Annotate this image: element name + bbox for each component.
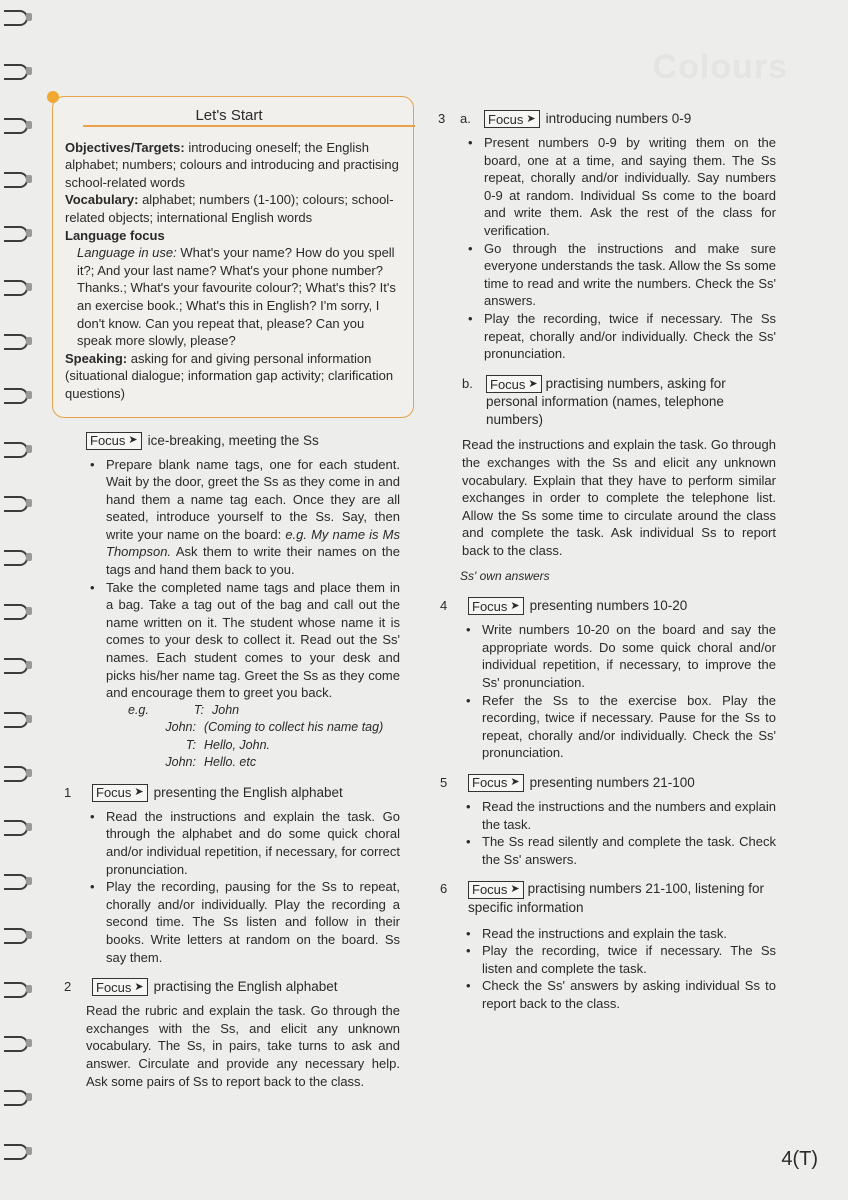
- arrow-right-icon: ➤: [526, 112, 536, 125]
- exercise-bullets: [462, 621, 776, 762]
- focus-badge: Focus ➤: [86, 432, 142, 450]
- arrow-right-icon: ➤: [510, 599, 520, 612]
- exercise-letter: b.: [462, 375, 473, 391]
- speaking: Speaking: asking for and giving personal information (situational dialogue; information gap activity; clarification questions): [65, 350, 394, 401]
- focus-badge: Focus ➤: [468, 881, 524, 899]
- list-item: • Take the completed name tags and place them in a bag. Take a tag out of the bag and call out the name written on it. The student whose name it is comes to your desk to collect it. Read out the Ss' names. Each student comes to your desk and picks his/her name tag. Greet the Ss as they come and encourage them to greet you back.: [86, 579, 400, 702]
- exercise-title: introducing numbers 0-9: [545, 111, 692, 126]
- spiral-ring: [4, 982, 28, 996]
- objectives: Objectives/Targets: introducing oneself; the English alphabet; numbers; colours and introducing and practising school-related words: [65, 139, 399, 190]
- exercise-number: 3: [438, 111, 446, 126]
- spiral-ring: [4, 118, 28, 132]
- exercise-number: 4: [440, 598, 448, 614]
- arrow-right-icon: ➤: [134, 786, 144, 799]
- focus-heading: [462, 375, 776, 429]
- list-item: • Refer the Ss to the exercise box. Play the recording, twice if necessary. Pause for the Ss to repeat, chorally and/or individually. Check the Ss' pronunciation.: [462, 692, 776, 762]
- exercise-number: 2: [64, 979, 72, 995]
- exercise-6: [440, 880, 776, 1012]
- exercise-number: 1: [64, 784, 72, 800]
- dialogue-row: e.g. T: John: [128, 702, 240, 717]
- exercise-title: presenting numbers 10-20: [529, 598, 688, 614]
- exercise-number: 6: [440, 881, 448, 897]
- arrow-right-icon: ➤: [528, 377, 538, 390]
- list-item: • Check the Ss' answers by asking individual Ss to report back to the class.: [462, 977, 776, 1012]
- list-item: • Read the instructions and explain the task. Go through the alphabet and do some quick choral and/or individual repetition, if necessary, for correct pronunciation.: [86, 808, 400, 878]
- focus-heading: [438, 110, 776, 128]
- orange-dot-icon: [47, 91, 59, 103]
- list-item: • Play the recording, twice if necessary. The Ss listen and complete the task.: [462, 942, 776, 977]
- right-column: [440, 110, 776, 1024]
- spiral-binding: [0, 0, 40, 1200]
- spiral-ring: [4, 712, 28, 726]
- faded-heading: Colours: [652, 48, 788, 86]
- arrow-right-icon: ➤: [510, 883, 520, 896]
- list-item: • The Ss read silently and complete the task. Check the Ss' answers.: [462, 833, 776, 868]
- exercise-5: [440, 774, 776, 868]
- exercise-title: presenting the English alphabet: [153, 784, 343, 800]
- language-in-use: Language in use: What's your name? How do you spell it?; And your last name? What's your phone number? Thanks.; What's your favourite colour?; What's this? It's an exercise book.; What's this in English? I'm sorry, I don't know. Can you repeat that, please? Can you speak more slowly, please?: [77, 245, 396, 349]
- focus-badge: Focus ➤: [484, 110, 540, 128]
- spiral-ring: [4, 550, 28, 564]
- spiral-ring: [4, 874, 28, 888]
- focus-badge: Focus ➤: [92, 978, 148, 996]
- vocabulary: Vocabulary: alphabet; numbers (1-100); colours; school-related objects; international English words: [65, 192, 394, 225]
- exercise-title: practising numbers 21-100, listening for specific information: [468, 881, 765, 915]
- answers-note: Ss' own answers: [460, 568, 550, 583]
- arrow-right-icon: ➤: [134, 980, 144, 993]
- list-item: • Present numbers 0-9 by writing them on the board, one at a time, and saying them. The Ss repeat, chorally and/or individually. Say numbers 0-9 at random. Individual Ss come to the board and write them. Ask the rest of the class for verification.: [464, 134, 776, 240]
- focus-heading: [440, 774, 776, 792]
- example-dialogue: [128, 702, 400, 772]
- left-column: [60, 96, 400, 1102]
- page-number: 4(T): [781, 1148, 818, 1170]
- spiral-ring: [4, 928, 28, 942]
- exercise-4: [440, 597, 776, 762]
- focus-heading: [86, 432, 400, 450]
- spiral-ring: [4, 10, 28, 24]
- spiral-ring: [4, 226, 28, 240]
- list-item: • Read the instructions and the numbers and explain the task.: [462, 798, 776, 833]
- spiral-ring: [4, 172, 28, 186]
- spiral-ring: [4, 1090, 28, 1104]
- exercise-letter: a.: [460, 111, 471, 126]
- lets-start-title: Let's Start: [195, 107, 263, 124]
- focus-badge: Focus ➤: [468, 597, 524, 615]
- dialogue-row: John: Hello. etc: [165, 755, 257, 770]
- exercise-text: Read the rubric and explain the task. Go through the exchanges with the Ss, and elicit any unknown vocabulary. The Ss, in pairs, take turns to ask and answer. Circulate and provide any necessary help. Ask some pairs of Ss to report back to the class.: [86, 1003, 400, 1089]
- lets-start-box: [52, 96, 414, 418]
- spiral-ring: [4, 334, 28, 348]
- spiral-ring: [4, 280, 28, 294]
- spiral-ring: [4, 496, 28, 510]
- arrow-right-icon: ➤: [128, 434, 138, 446]
- exercise-bullets: [464, 134, 776, 363]
- spiral-ring: [4, 1144, 28, 1158]
- focus-badge: Focus ➤: [92, 784, 148, 802]
- exercise-2: [64, 978, 400, 1090]
- list-item: • Play the recording, pausing for the Ss to repeat, chorally and/or individually. Play the recording a second time. The Ss listen and follow in their books. Write letters at random on the board. Ss say them.: [86, 878, 400, 966]
- spiral-ring: [4, 388, 28, 402]
- spiral-ring: [4, 64, 28, 78]
- list-item: • Go through the instructions and make sure everyone understands the task. Allow the Ss some time to read and write the numbers. Check the Ss' answers.: [464, 240, 776, 310]
- dialogue-row: John: (Coming to collect his name tag): [165, 720, 384, 735]
- exercise-bullets: [462, 798, 776, 868]
- focus-heading: [440, 880, 776, 916]
- dialogue-row: T: Hello, John.: [185, 737, 271, 752]
- spiral-ring: [4, 442, 28, 456]
- spiral-ring: [4, 820, 28, 834]
- list-item: • Read the instructions and explain the task.: [462, 925, 776, 943]
- box-divider: [83, 125, 415, 127]
- spiral-ring: [4, 766, 28, 780]
- focus-heading: [64, 978, 400, 996]
- focus-badge: Focus ➤: [468, 774, 524, 792]
- list-item: • Play the recording, twice if necessary. The Ss repeat, chorally and/or individually. Check the Ss' pronunciation.: [464, 310, 776, 363]
- icebreak-section: [86, 432, 400, 772]
- language-focus-label: Language focus: [65, 227, 165, 243]
- spiral-ring: [4, 604, 28, 618]
- icebreak-title: ice-breaking, meeting the Ss: [147, 432, 319, 448]
- exercise-title: presenting numbers 21-100: [529, 774, 695, 790]
- exercise-3b: [462, 375, 776, 586]
- focus-badge: Focus ➤: [486, 375, 542, 393]
- focus-heading: [440, 597, 776, 615]
- arrow-right-icon: ➤: [510, 776, 520, 789]
- spiral-ring: [4, 658, 28, 672]
- exercise-title: practising the English alphabet: [153, 979, 338, 995]
- spiral-ring: [4, 1036, 28, 1050]
- list-item: • Prepare blank name tags, one for each student. Wait by the door, greet the Ss as they come in and hand them a name tag each. Once they are all seated, introduce yourself to the Ss. Say, then write your name on the board: e.g. My name is Ms Thompson. Ask them to write their names on the tags and hand them back to you.: [86, 456, 400, 579]
- list-item: • Write numbers 10-20 on the board and say the appropriate words. Do some quick choral and/or individual repetition, if necessary, to improve the Ss' pronunciation.: [462, 621, 776, 691]
- exercise-number: 5: [440, 774, 448, 790]
- exercise-text: Read the instructions and explain the task. Go through the exchanges with the Ss and elicit any unknown vocabulary. Explain that they have to perform similar exchanges in order to complete the telephone list. Allow the Ss some time to circulate around the class and complete the task. Ask individual Ss to report back to the class.: [462, 437, 776, 559]
- exercise-bullets: [86, 808, 400, 966]
- exercise-1: [64, 784, 400, 966]
- exercise-bullets: [462, 925, 776, 1013]
- icebreak-bullets: [86, 456, 400, 702]
- exercise-3a: [440, 110, 776, 363]
- focus-heading: [64, 784, 400, 802]
- exercise-title: practising numbers, asking for personal information (names, telephone numbers): [486, 375, 726, 427]
